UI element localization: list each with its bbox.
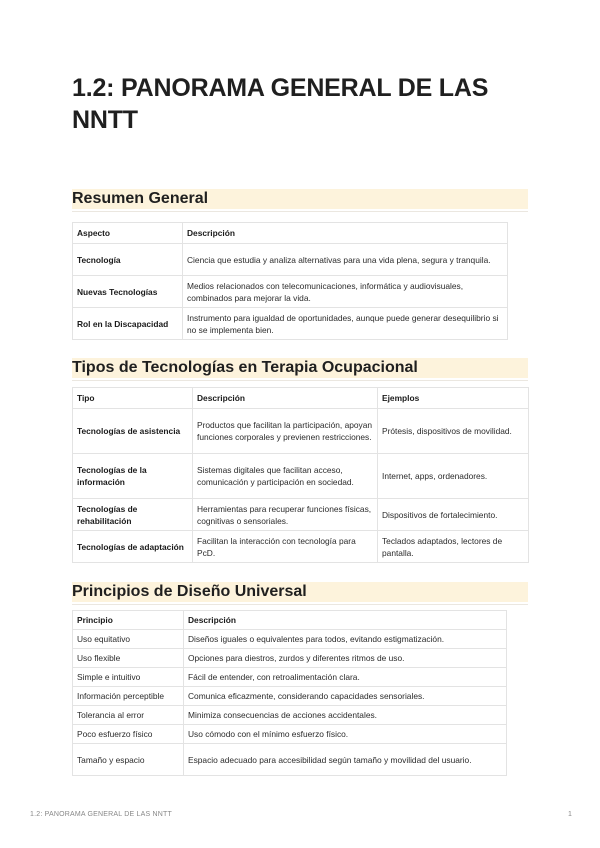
section-heading-tipos: Tipos de Tecnologías en Terapia Ocupacional bbox=[72, 358, 528, 378]
header-cell: Descripción bbox=[184, 611, 507, 630]
table-cell: Tecnología bbox=[73, 244, 183, 276]
table-cell: Uso cómodo con el mínimo esfuerzo físico. bbox=[184, 725, 507, 744]
table-row bbox=[73, 499, 529, 531]
table-cell: Tecnologías de rehabilitación bbox=[73, 499, 193, 531]
page-number: 1 bbox=[568, 811, 572, 818]
page-footer-title: 1.2: PANORAMA GENERAL DE LAS NNTT bbox=[30, 811, 172, 818]
table-cell: Facilitan la interacción con tecnología para PcD. bbox=[193, 531, 378, 563]
table-cell: Dispositivos de fortalecimiento. bbox=[378, 499, 529, 531]
table-cell: Información perceptible bbox=[73, 687, 184, 706]
table-cell: Instrumento para igualdad de oportunidades, aunque puede generar desequilibrio si no se implementa bien. bbox=[183, 308, 508, 340]
table-cell: Herramientas para recuperar funciones físicas, cognitivas o sensoriales. bbox=[193, 499, 378, 531]
table-row bbox=[73, 531, 529, 563]
table-row bbox=[73, 454, 529, 499]
table-row bbox=[73, 308, 508, 340]
header-cell: Principio bbox=[73, 611, 184, 630]
section-divider bbox=[72, 211, 528, 212]
section-divider bbox=[72, 380, 528, 381]
header-cell: Aspecto bbox=[73, 223, 183, 244]
table-cell: Sistemas digitales que facilitan acceso, comunicación y participación en sociedad. bbox=[193, 454, 378, 499]
table-row bbox=[73, 276, 508, 308]
table-row bbox=[73, 409, 529, 454]
table-row bbox=[73, 668, 507, 687]
table-row bbox=[73, 744, 507, 776]
table-cell: Uso equitativo bbox=[73, 630, 184, 649]
table-cell: Comunica eficazmente, considerando capacidades sensoriales. bbox=[184, 687, 507, 706]
table-cell: Internet, apps, ordenadores. bbox=[378, 454, 529, 499]
header-cell: Ejemplos bbox=[378, 388, 529, 409]
table-cell: Tolerancia al error bbox=[73, 706, 184, 725]
header-cell: Descripción bbox=[193, 388, 378, 409]
table-cell: Medios relacionados con telecomunicaciones, informática y audiovisuales, combinados para mejorar la vida. bbox=[183, 276, 508, 308]
table-cell: Nuevas Tecnologías bbox=[73, 276, 183, 308]
table-row bbox=[73, 725, 507, 744]
header-cell: Tipo bbox=[73, 388, 193, 409]
table-cell: Opciones para diestros, zurdos y diferentes ritmos de uso. bbox=[184, 649, 507, 668]
page-title: 1.2: PANORAMA GENERAL DE LAS NNTT bbox=[72, 74, 489, 134]
table-header-row bbox=[73, 223, 508, 244]
table-cell: Tecnologías de la información bbox=[73, 454, 193, 499]
principios-table bbox=[72, 610, 507, 776]
table-cell: Minimiza consecuencias de acciones accidentales. bbox=[184, 706, 507, 725]
section-heading-resumen: Resumen General bbox=[72, 189, 528, 209]
table-cell: Espacio adecuado para accesibilidad según tamaño y movilidad del usuario. bbox=[184, 744, 507, 776]
table-row bbox=[73, 630, 507, 649]
table-row bbox=[73, 649, 507, 668]
section-heading-principios: Principios de Diseño Universal bbox=[72, 582, 528, 602]
tipos-table bbox=[72, 387, 529, 563]
table-row bbox=[73, 244, 508, 276]
table-cell: Ciencia que estudia y analiza alternativas para una vida plena, segura y tranquila. bbox=[183, 244, 508, 276]
table-row bbox=[73, 706, 507, 725]
table-cell: Teclados adaptados, lectores de pantalla. bbox=[378, 531, 529, 563]
table-cell: Rol en la Discapacidad bbox=[73, 308, 183, 340]
table-cell: Simple e intuitivo bbox=[73, 668, 184, 687]
section-divider bbox=[72, 604, 528, 605]
table-cell: Poco esfuerzo físico bbox=[73, 725, 184, 744]
table-cell: Fácil de entender, con retroalimentación clara. bbox=[184, 668, 507, 687]
table-cell: Tecnologías de adaptación bbox=[73, 531, 193, 563]
resumen-table bbox=[72, 222, 508, 340]
table-header-row bbox=[73, 611, 507, 630]
table-row bbox=[73, 687, 507, 706]
table-cell: Tecnologías de asistencia bbox=[73, 409, 193, 454]
table-cell: Diseños iguales o equivalentes para todos, evitando estigmatización. bbox=[184, 630, 507, 649]
table-cell: Uso flexible bbox=[73, 649, 184, 668]
table-cell: Prótesis, dispositivos de movilidad. bbox=[378, 409, 529, 454]
table-cell: Productos que facilitan la participación, apoyan funciones corporales y previenen restricciones. bbox=[193, 409, 378, 454]
header-cell: Descripción bbox=[183, 223, 508, 244]
table-header-row bbox=[73, 388, 529, 409]
table-cell: Tamaño y espacio bbox=[73, 744, 184, 776]
